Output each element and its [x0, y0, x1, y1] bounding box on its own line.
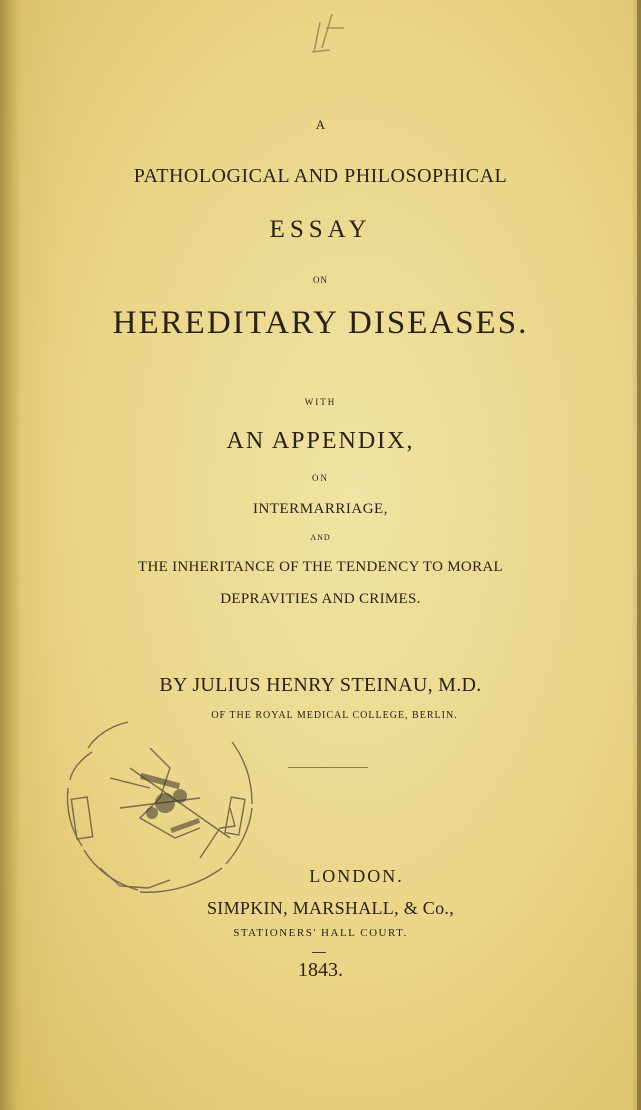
main-title: HEREDITARY DISEASES.	[112, 305, 529, 341]
author-affiliation: OF THE ROYAL MEDICAL COLLEGE, BERLIN.	[211, 710, 458, 721]
short-rule	[312, 952, 326, 953]
decorative-rule	[288, 767, 368, 768]
topic-inheritance-line-2: DEPRAVITIES AND CRIMES.	[220, 591, 421, 607]
title-article: A	[315, 117, 326, 132]
connector-and: AND	[310, 533, 331, 542]
topic-inheritance-line-1: THE INHERITANCE OF THE TENDENCY TO MORAL	[138, 559, 503, 575]
title-line-1: PATHOLOGICAL AND PHILOSOPHICAL	[133, 165, 508, 187]
author-line: BY JULIUS HENRY STEINAU, M.D.	[159, 674, 482, 696]
connector-on-2: ON	[312, 473, 329, 483]
topic-intermarriage: INTERMARRIAGE,	[253, 501, 388, 517]
handwritten-mark	[300, 8, 360, 58]
publisher-name: SIMPKIN, MARSHALL, & Co.,	[206, 898, 455, 918]
publisher-address: STATIONERS' HALL COURT.	[233, 927, 408, 939]
connector-with: WITH	[304, 397, 337, 407]
publication-year: 1843.	[298, 959, 343, 981]
appendix-heading: AN APPENDIX,	[226, 428, 415, 454]
place-of-publication: LONDON.	[309, 866, 404, 886]
connector-on-1: ON	[313, 275, 328, 285]
title-line-2: ESSAY	[269, 216, 372, 243]
